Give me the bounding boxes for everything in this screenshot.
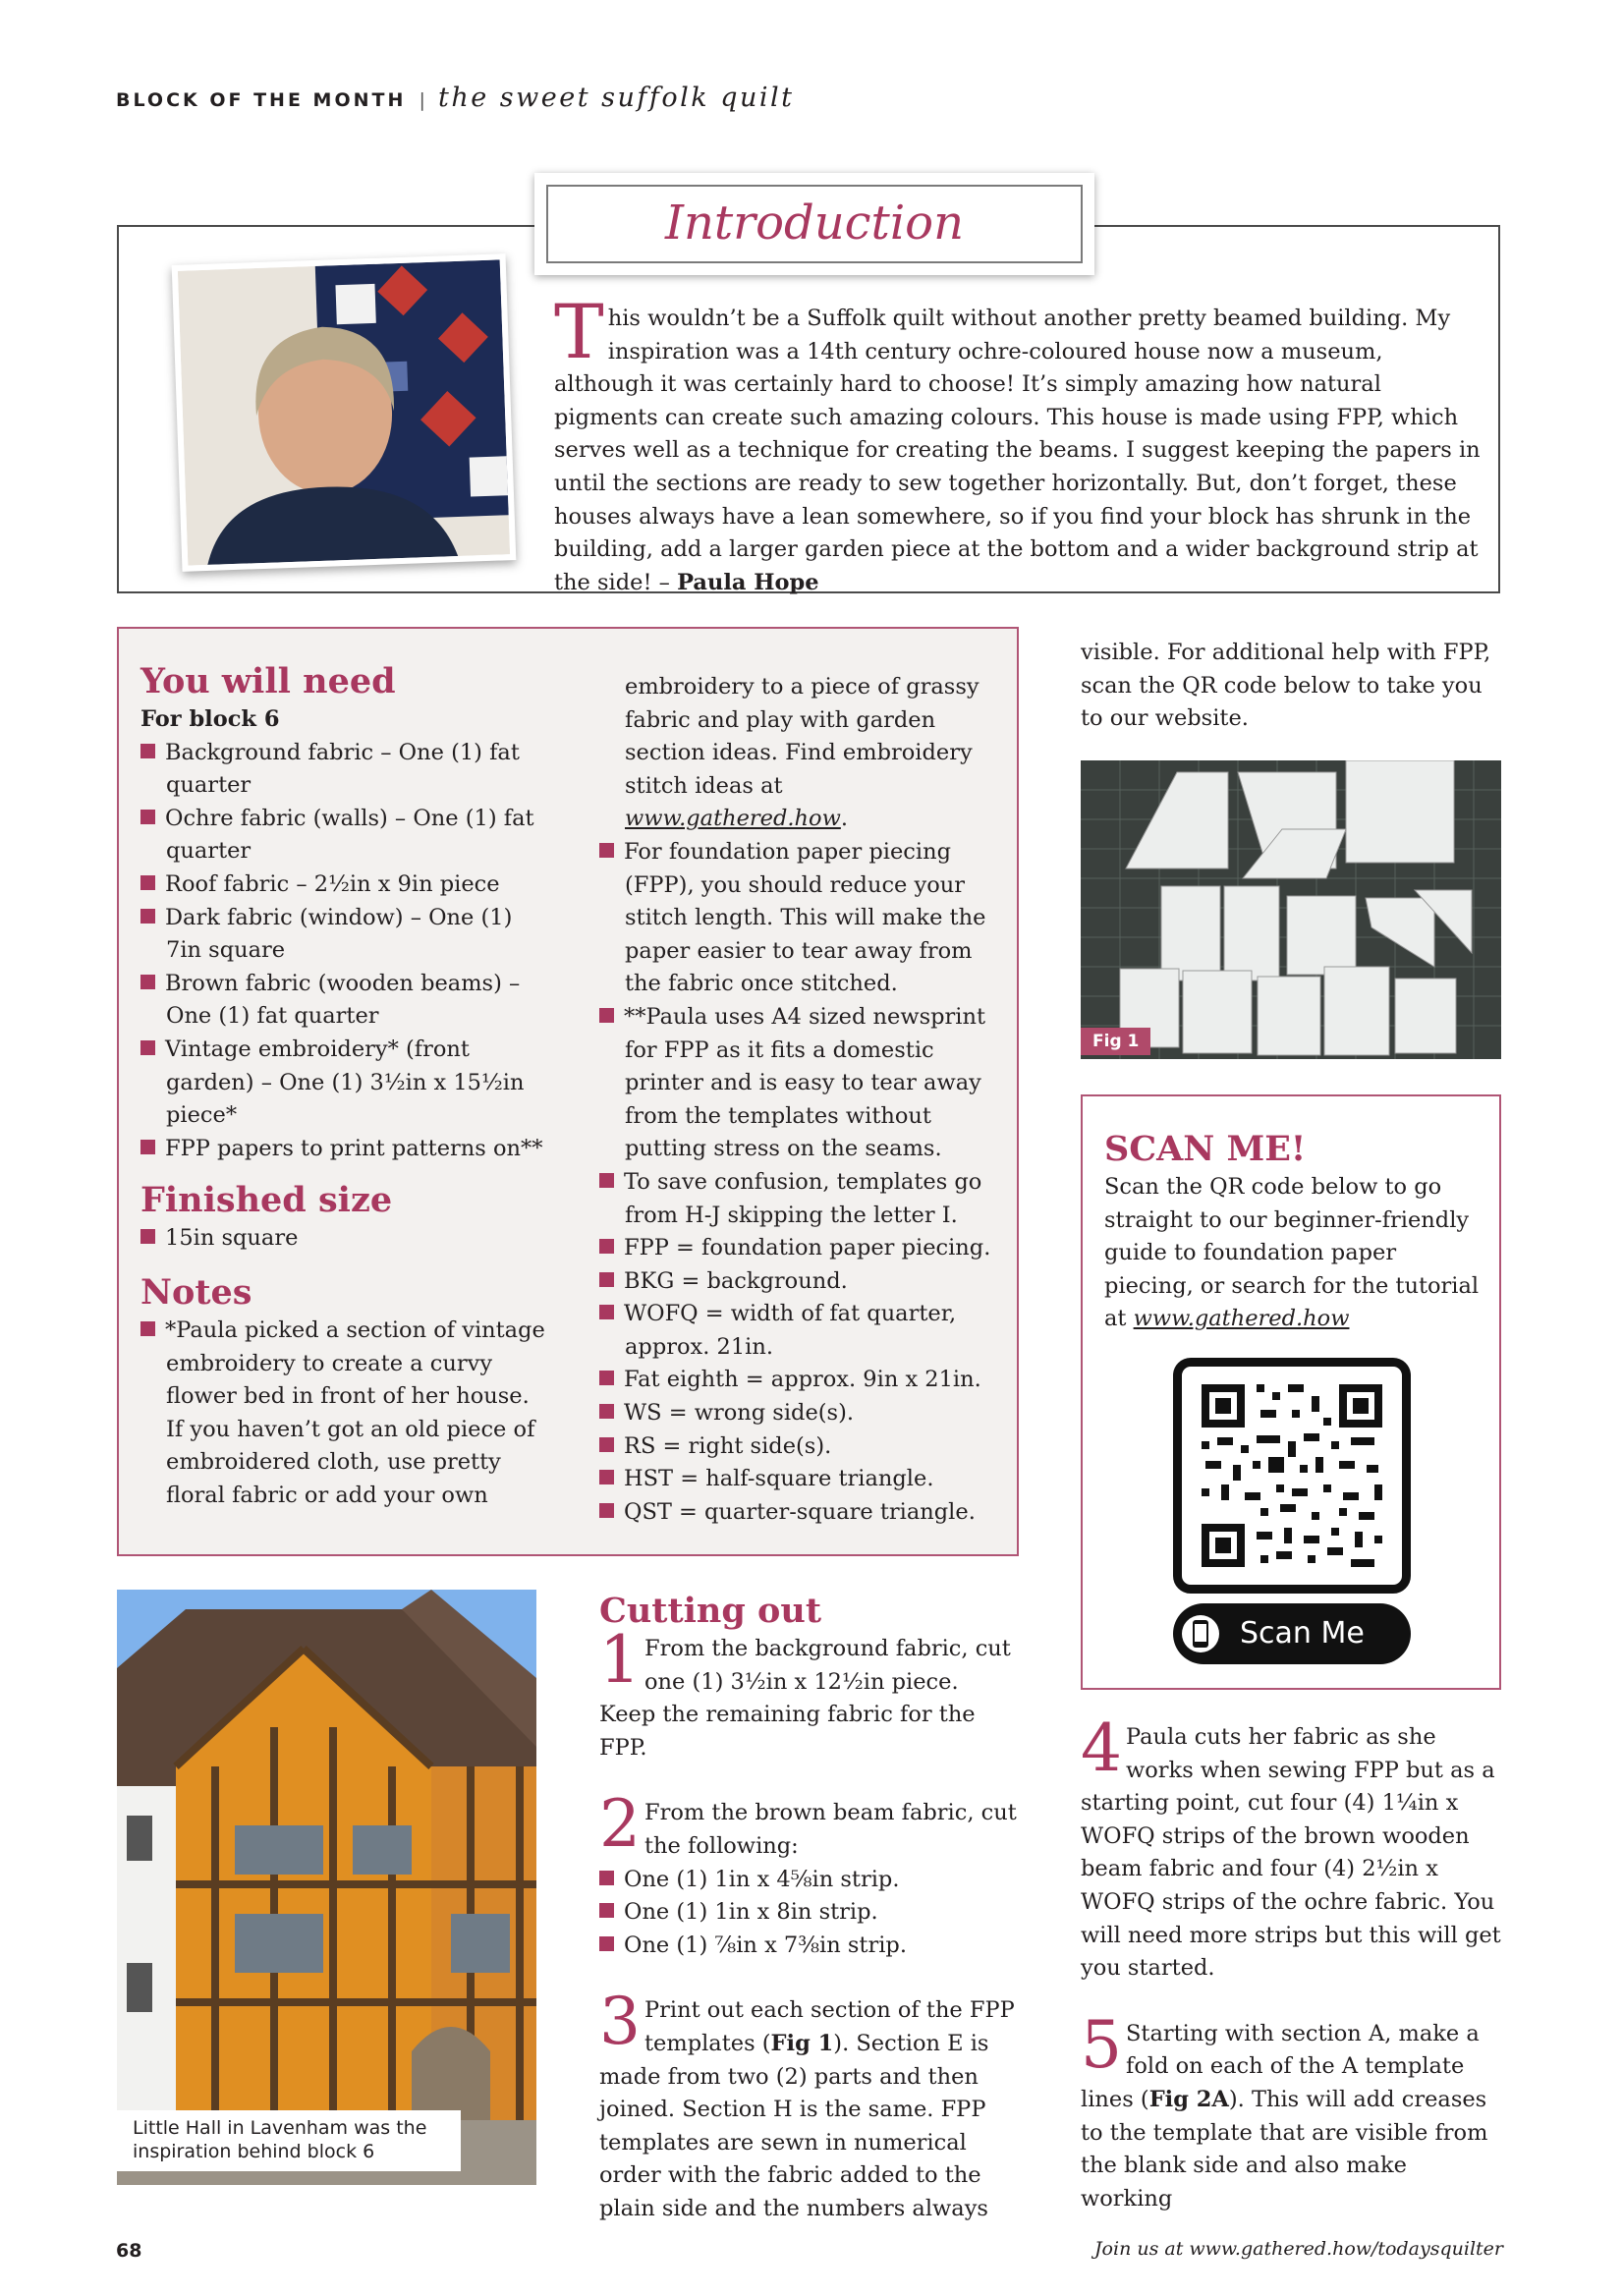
- scan-me-text: Scan the QR code below to go straight to our beginner-friendly guide to foundation paper piecing, or search for the tutorial at www.gathered.how: [1104, 1174, 1480, 1332]
- scan-me-button[interactable]: [1173, 1603, 1411, 1664]
- cutting-out-heading: Cutting out: [599, 1591, 821, 1631]
- cutting-out-column: [599, 1590, 1020, 2226]
- list-item: One (1) 1in x 4⅝in strip.: [599, 1864, 1020, 1897]
- list-item: Fat eighth = approx. 9in x 21in.: [599, 1364, 1002, 1397]
- step-number: 3: [599, 1984, 641, 2060]
- step-number: 1: [599, 1622, 641, 1698]
- step-number: 5: [1081, 2006, 1122, 2083]
- list-item: *Paula picked a section of vintage embroidery to create a curvy flower bed in front of her house. If you haven’t got an old piece of embroidered cloth, use pretty floral fabric or add your own: [140, 1315, 553, 1513]
- intro-paragraph: [554, 288, 1482, 599]
- section-title: BLOCK OF THE MONTH: [116, 89, 407, 111]
- phone-icon: [1181, 1612, 1220, 1655]
- list-item: Brown fabric (wooden beams) – One (1) fat quarter: [140, 968, 553, 1034]
- notes-list: [599, 836, 1002, 1529]
- notes-continued: embroidery to a piece of grassy fabric and play with garden section ideas. Find embroidery stitch ideas at www.gathered.how.: [625, 674, 979, 832]
- step-3: 3 Print out each section of the FPP templates (Fig 1). Section E is made from two (2) parts and then joined. Section H is the same. FPP templates are sewn in numerical order with the fabric added to the plain side and the numbers always: [599, 1984, 1015, 2221]
- scan-me-button-label: Scan Me: [1240, 1616, 1365, 1651]
- little-hall-image: [117, 1590, 536, 2185]
- footer-promo: Join us at www.gathered.how/todaysquilter: [1093, 2238, 1503, 2260]
- scan-me-box: [1081, 1094, 1501, 1690]
- list-item: 15in square: [140, 1222, 553, 1256]
- building-photo: [117, 1590, 536, 2185]
- qr-code-icon: [1182, 1367, 1402, 1585]
- list-item: WS = wrong side(s).: [599, 1397, 1002, 1430]
- list-item: WOFQ = width of fat quarter, approx. 21in.: [599, 1298, 1002, 1364]
- list-item: BKG = background.: [599, 1265, 1002, 1299]
- requirements-column-1: [140, 660, 553, 1512]
- list-item: RS = right side(s).: [599, 1430, 1002, 1464]
- scan-me-heading: SCAN ME!: [1104, 1129, 1307, 1169]
- list-item: To save confusion, templates go from H-J skipping the letter I.: [599, 1166, 1002, 1232]
- gathered-link[interactable]: www.gathered.how: [625, 806, 841, 832]
- list-item: HST = half-square triangle.: [599, 1463, 1002, 1496]
- requirements-column-2: [599, 671, 1002, 1529]
- list-item: Dark fabric (window) – One (1) 7in square: [140, 902, 553, 968]
- fig1-image: [1081, 760, 1501, 1059]
- you-will-need-heading: You will need: [140, 661, 396, 701]
- step-5: 5 Starting with section A, make a fold on each of the A template lines (Fig 2A). This will add creases to the template that are visible from the blank side and also make working: [1081, 2006, 1488, 2212]
- finished-size-list: [140, 1222, 553, 1256]
- step-1: 1 From the background fabric, cut one (1) 3½in x 12½in piece. Keep the remaining fabric for the FPP.: [599, 1622, 1011, 1761]
- step-number: 2: [599, 1786, 641, 1863]
- list-item: QST = quarter-square triangle.: [599, 1496, 1002, 1530]
- photo-caption: Little Hall in Lavenham was the inspiration behind block 6: [117, 2110, 461, 2171]
- step-2: 2 From the brown beam fabric, cut the following: One (1) 1in x 4⅝in strip. One (1) 1in x 8in strip. One (1) ⅞in x 7⅜in strip.: [599, 1797, 1020, 1962]
- list-item: Roof fabric – 2½in x 9in piece: [140, 868, 553, 902]
- author-portrait-image: [178, 259, 510, 565]
- list-item: Ochre fabric (walls) – One (1) fat quarter: [140, 803, 553, 868]
- author-photo: [172, 253, 517, 572]
- list-item: For foundation paper piecing (FPP), you should reduce your stitch length. This will make the paper easier to tear away from the fabric once stitched.: [599, 836, 1002, 1001]
- intro-text: his wouldn’t be a Suffolk quilt without another pretty beamed building. My inspiration was a 14th century ochre-coloured house now a museum, although it was certainly hard to choose! It’s simply amazing how natural pigments can create such amazing colours. This house is made using FPP, which serves well as a technique for creating the beams. I suggest keeping the papers in until the sections are ready to sew together horizontally. But, don’t forget, these houses always have a lean somewhere, so if you find your block has shrunk in the building, add a larger garden piece at the bottom and a wider background strip at the side! –: [554, 306, 1481, 595]
- list-item: FPP = foundation paper piecing.: [599, 1232, 1002, 1265]
- page-number: 68: [116, 2240, 142, 2262]
- series-subtitle: the sweet suffolk quilt: [437, 83, 795, 113]
- list-item: One (1) ⅞in x 7⅜in strip.: [599, 1930, 1020, 1963]
- intro-title: Introduction: [665, 196, 964, 251]
- fig1-label: Fig 1: [1081, 1028, 1150, 1055]
- notes-list-start: [140, 1315, 553, 1513]
- gathered-link[interactable]: www.gathered.how: [1133, 1306, 1350, 1332]
- list-item: Background fabric – One (1) fat quarter: [140, 737, 553, 803]
- intro-title-panel: [534, 173, 1094, 275]
- list-item: One (1) 1in x 8in strip.: [599, 1896, 1020, 1930]
- intro-dropcap: T: [554, 288, 604, 375]
- fpp-templates-photo: [1081, 760, 1501, 1059]
- header-separator: |: [419, 89, 425, 111]
- steps-right-column: [1081, 1710, 1501, 2215]
- step-4: 4 Paula cuts her fabric as she works when sewing FPP but as a starting point, cut four (4) 1¼in x WOFQ strips of the brown wooden beam fabric and four (4) 2½in x WOFQ strips of the ochre fabric. You will need more strips but this will get you started.: [1081, 1710, 1501, 1982]
- finished-size-heading: Finished size: [140, 1180, 393, 1221]
- step-2-list: [599, 1864, 1020, 1963]
- list-item: **Paula uses A4 sized newsprint for FPP as it fits a domestic printer and is easy to tear away from the templates without putting stress on the seams.: [599, 1001, 1002, 1166]
- list-item: FPP papers to print patterns on**: [140, 1133, 553, 1166]
- qr-code[interactable]: [1173, 1358, 1411, 1594]
- materials-list: [140, 737, 553, 1166]
- intro-author: Paula Hope: [677, 569, 819, 595]
- step-number: 4: [1081, 1710, 1122, 1786]
- list-item: Vintage embroidery* (front garden) – One (1) 3½in x 15½in piece*: [140, 1034, 553, 1133]
- for-block-subheading: For block 6: [140, 706, 280, 732]
- notes-heading: Notes: [140, 1271, 252, 1313]
- page-header: [116, 83, 794, 112]
- right-column-intro: visible. For additional help with FPP, scan the QR code below to take you to our website.: [1081, 640, 1491, 732]
